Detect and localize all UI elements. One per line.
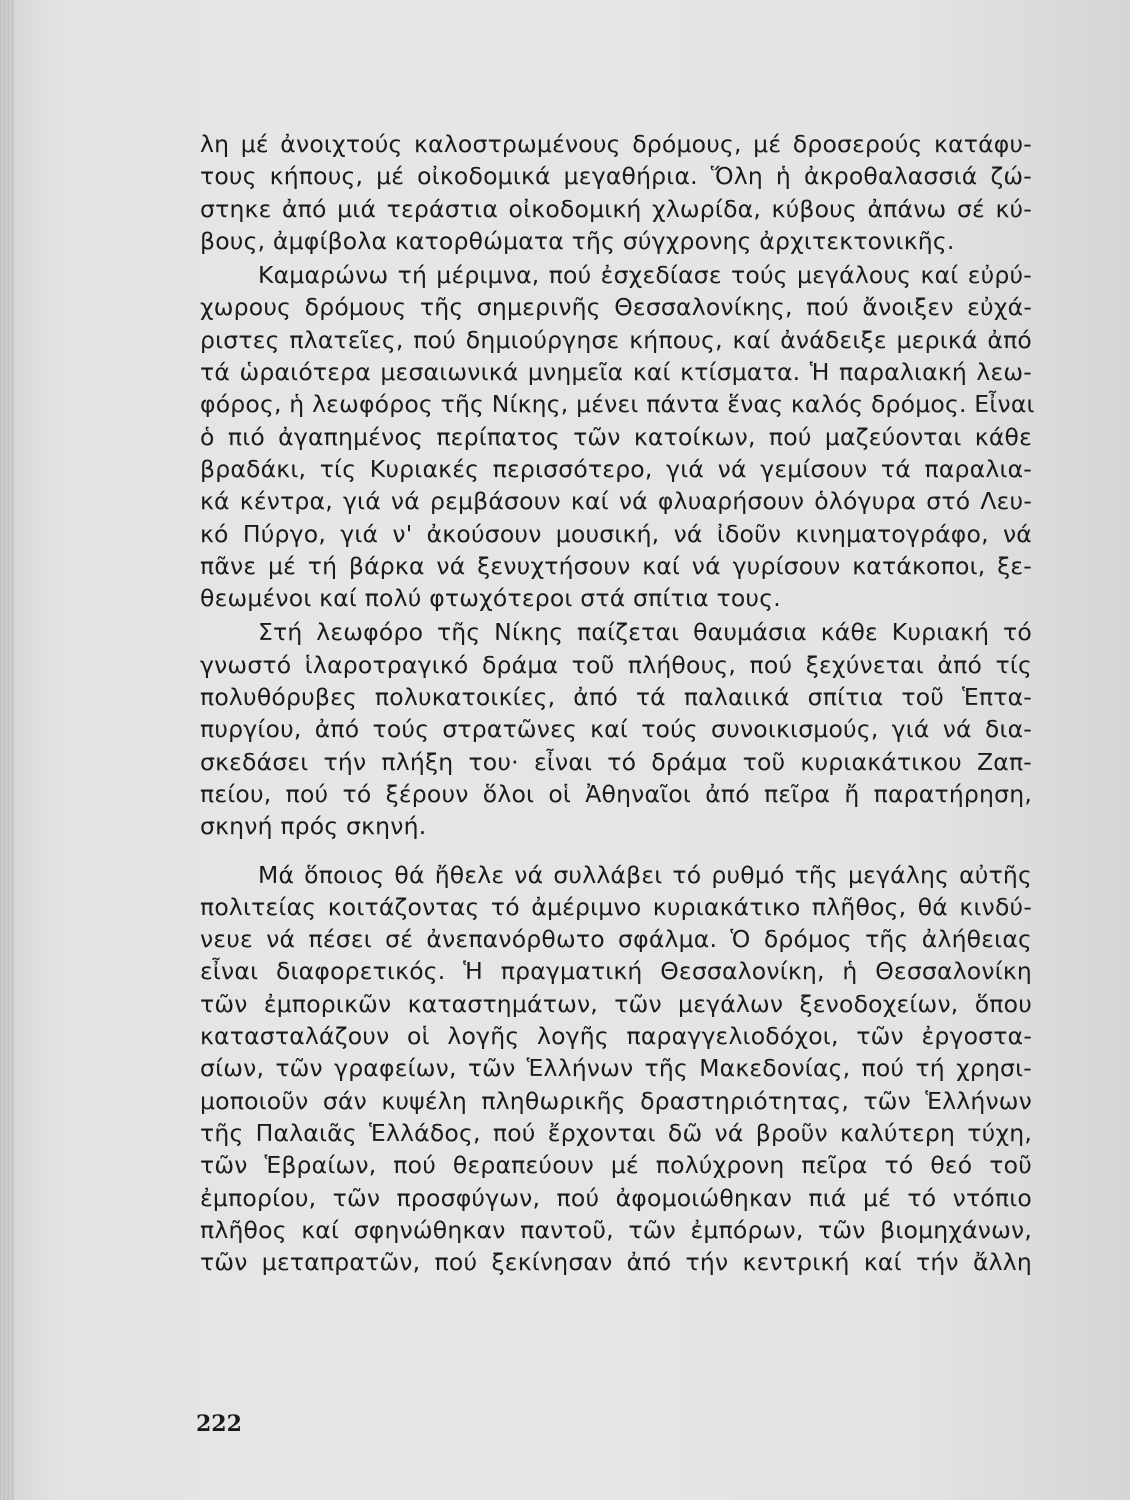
paragraph-2 (200, 259, 1035, 614)
text-line: πᾶνε μέ τή βάρκα νά ξενυχτήσουν καί νά γυρίσουν κατάκοποι, ξε- (200, 551, 1032, 580)
page-number: 222 (196, 1411, 242, 1437)
text-line: σκεδάσει τήν πλήξη του· εἶναι τό δράμα τοῦ κυριακάτικου Ζαπ- (200, 747, 1032, 776)
text-line: τά ὡραιότερα μεσαιωνικά μνημεῖα καί κτίσματα. Ἡ παραλιακή λεω- (200, 358, 1032, 387)
text-line: τῶν μεταπρατῶν, πού ξεκίνησαν ἀπό τήν κεντρική καί τήν ἄλλη (200, 1248, 1032, 1277)
text-line: ἐμπορίου, τῶν προσφύγων, πού ἀφομοιώθηκαν πιά μέ τό ντόπιο (200, 1183, 1032, 1212)
paragraph-3 (200, 616, 1032, 842)
text-line: κό Πύργο, γιά ν' ἀκούσουν μουσική, νά ἰδοῦν κινηματογράφο, νά (200, 519, 1032, 548)
text-line: λη μέ ἀνοιχτούς καλοστρωμένους δρόμους, μέ δροσερούς κατάφυ- (200, 130, 1032, 158)
text-line: πείου, πού τό ξέρουν ὅλοι οἱ Ἀθηναῖοι ἀπό πεῖρα ἤ παρατήρηση, (200, 779, 1032, 808)
text-line: πλῆθος καί σφηνώθηκαν παντοῦ, τῶν ἐμπόρων, τῶν βιομηχάνων, (200, 1215, 1032, 1244)
text-line: τῶν Ἑβραίων, πού θεραπεύουν μέ πολύχρονη πεῖρα τό θεό τοῦ (200, 1151, 1032, 1180)
paragraph-1 (200, 128, 1032, 257)
text-line: φόρος, ἡ λεωφόρος τῆς Νίκης, μένει πάντα ἕνας καλός δρόμος. Εἶναι (200, 390, 1035, 419)
text-line: στηκε ἀπό μιά τεράστια οἰκοδομική χλωρίδα, κύβους ἀπάνω σέ κύ- (200, 194, 1032, 223)
text-line: ριστες πλατεῖες, πού δημιούργησε κήπους, καί ἀνάδειξε μερικά ἀπό (200, 325, 1032, 354)
text-line: κατασταλάζουν οἱ λογῆς λογῆς παραγγελιοδόχοι, τῶν ἐργοστα- (200, 1022, 1032, 1051)
text-line: μοποιοῦν σάν κυψέλη πληθωρικῆς δραστηριότητας, τῶν Ἑλλήνων (200, 1086, 1032, 1115)
text-line: γνωστό ἱλαροτραγικό δράμα τοῦ πλήθους, πού ξεχύνεται ἀπό τίς (200, 650, 1032, 679)
text-line: εἶναι διαφορετικός. Ἡ πραγματική Θεσσαλονίκη, ἡ Θεσσαλονίκη (200, 957, 1032, 986)
text-line: χωρους δρόμους τῆς σημερινῆς Θεσσαλονίκης, πού ἄνοιξεν εὐχά- (200, 293, 1032, 322)
text-line: Καμαρώνω τή μέριμνα, πού ἐσχεδίασε τούς μεγάλους καί εὐρύ- (258, 261, 1032, 290)
text-line: νευε νά πέσει σέ ἀνεπανόρθωτο σφάλμα. Ὁ δρόμος τῆς ἀλήθειας (200, 925, 1032, 954)
page-edge (0, 0, 14, 1500)
text-line: βους, ἀμφίβολα κατορθώματα τῆς σύγχρονης ἀρχιτεκτονικῆς. (200, 226, 955, 255)
text-line: τῶν ἐμπορικῶν καταστημάτων, τῶν μεγάλων ξενοδοχείων, ὅπου (200, 989, 1032, 1018)
text-line: πολυθόρυβες πολυκατοικίες, ἀπό τά παλαιικά σπίτια τοῦ Ἑπτα- (200, 683, 1032, 712)
text-line: σκηνή πρός σκηνή. (200, 812, 427, 841)
text-line: πυργίου, ἀπό τούς στρατῶνες καί τούς συνοικισμούς, γιά νά δια- (200, 715, 1032, 744)
text-line: βραδάκι, τίς Κυριακές περισσότερο, γιά νά γεμίσουν τά παραλια- (200, 454, 1032, 483)
text-line: θεωμένοι καί πολύ φτωχότεροι στά σπίτια τους. (200, 584, 781, 613)
text-line: Μά ὅποιος θά ἤθελε νά συλλάβει τό ρυθμό τῆς μεγάλης αὐτῆς (258, 860, 1032, 889)
text-line: κά κέντρα, γιά νά ρεμβάσουν καί νά φλυαρήσουν ὁλόγυρα στό Λευ- (200, 487, 1032, 516)
text-line: σίων, τῶν γραφείων, τῶν Ἑλλήνων τῆς Μακεδονίας, πού τή χρησι- (200, 1054, 1032, 1083)
text-line: τους κήπους, μέ οἰκοδομικά μεγαθήρια. Ὅλη ἡ ἀκροθαλασσιά ζώ- (200, 162, 1032, 191)
body-text (200, 128, 1035, 1278)
text-line: Στή λεωφόρο τῆς Νίκης παίζεται θαυμάσια κάθε Κυριακή τό (258, 618, 1032, 647)
text-line: πολιτείας κοιτάζοντας τό ἀμέριμνο κυριακάτικο πλῆθος, θά κινδύ- (200, 892, 1032, 921)
paragraph-4 (200, 859, 1032, 1279)
text-line: τῆς Παλαιᾶς Ἑλλάδος, πού ἔρχονται δῶ νά βροῦν καλύτερη τύχη, (200, 1118, 1032, 1147)
text-line: ὁ πιό ἀγαπημένος περίπατος τῶν κατοίκων, πού μαζεύονται κάθε (200, 422, 1032, 451)
